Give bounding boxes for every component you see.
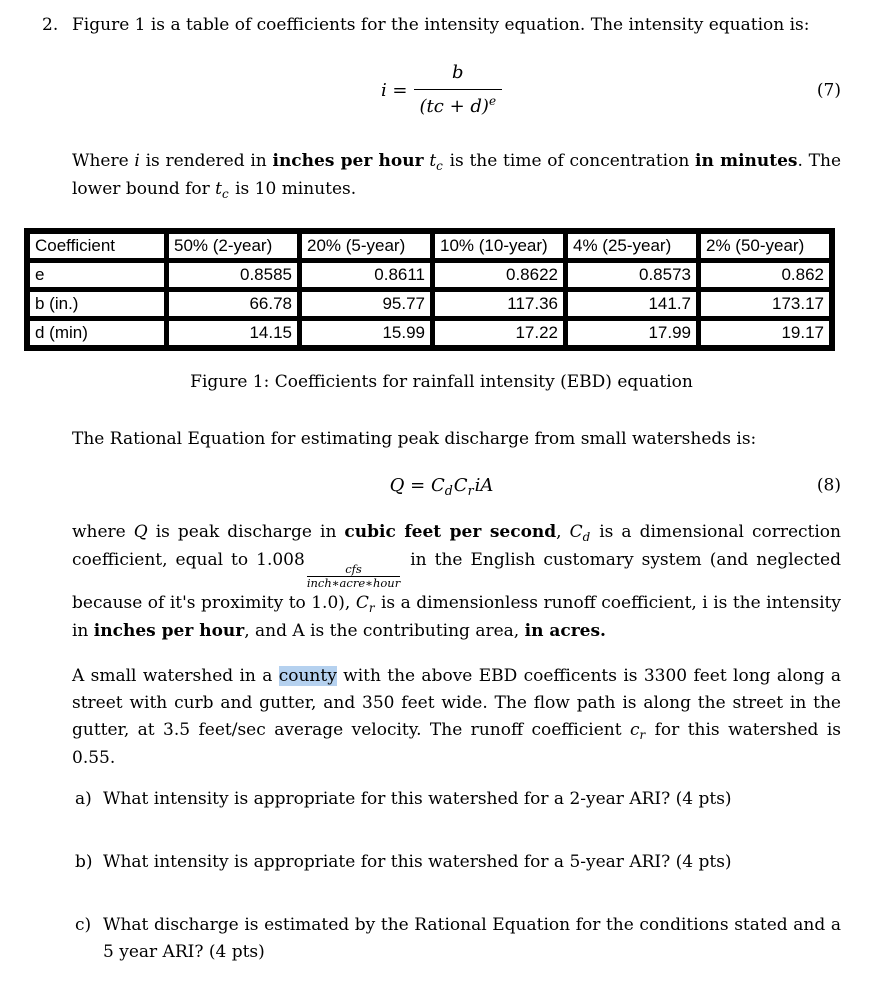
cell-value: 0.8585 xyxy=(168,262,298,288)
question-a-text: What intensity is appropriate for this watershed for a 2-year ARI? (4 pts) xyxy=(103,789,732,810)
cell-value: 17.99 xyxy=(567,320,697,346)
where-i-paragraph: Where i is rendered in inches per hour $t_c$ is the time of concentration in minutes. The lower bound for $t_c$ is 10 minutes. xyxy=(72,151,842,201)
cell-value: 19.17 xyxy=(700,320,830,346)
cell-value: 66.78 xyxy=(168,291,298,317)
row-label: d (min) xyxy=(29,320,165,346)
problem-number: 2. xyxy=(42,15,59,35)
cell-value: 15.99 xyxy=(301,320,431,346)
watershed-paragraph: A small watershed in a county with the above EBD coefficents is 3300 feet long along a street with curb and gutter, and 350 feet wide. The flow path is along the street in the gutter, at 3.5 feet/sec average velocity. The runoff coefficient $c_r$ for this watershed is 0.55. xyxy=(72,666,841,769)
where-q-paragraph: where Q is peak discharge in cubic feet per second, $C_d$ is a dimensional correction coefficient, equal to 1.008 $\frac{\text{cfs}}{\text{inch∗acre∗hour}}$ in the English customary system (and neglected because of it's proximity to 1.0), $C_r$ is a dimensionless runoff coefficient, i is the intensity in inches per hour, and A is the contributing area, in acres. xyxy=(72,522,841,642)
equation-7-exponent: e xyxy=(488,94,497,108)
equation-7-lhs: i = xyxy=(380,80,408,101)
col-header-coefficient: Coefficient xyxy=(29,233,165,259)
question-c-label: c) xyxy=(75,915,92,936)
cell-value: 17.22 xyxy=(434,320,564,346)
row-label: e xyxy=(29,262,165,288)
question-a xyxy=(75,786,841,813)
table-row-e xyxy=(29,262,830,288)
row-label: b (in.) xyxy=(29,291,165,317)
cell-value: 117.36 xyxy=(434,291,564,317)
selection-highlight: county xyxy=(278,666,337,687)
cell-value: 0.8622 xyxy=(434,262,564,288)
equation-8-number: (8) xyxy=(816,475,841,496)
cell-value: 0.8611 xyxy=(301,262,431,288)
problem-intro xyxy=(42,12,841,39)
question-c-text: What discharge is estimated by the Rational Equation for the conditions stated and a 5 year ARI? (4 pts) xyxy=(103,915,841,963)
col-header-2yr: 50% (2-year) xyxy=(168,233,298,259)
equation-7-fraction xyxy=(414,59,503,122)
question-b xyxy=(75,849,841,876)
equation-7-denominator: (tc + d)$^e$ xyxy=(414,89,503,122)
question-c xyxy=(75,912,841,966)
inline-fraction: $\frac{\text{cfs}}{\text{inch∗acre∗hour}}$ xyxy=(306,562,401,591)
question-a-label: a) xyxy=(75,789,92,810)
equation-7 xyxy=(42,59,841,122)
table-header-row xyxy=(29,233,830,259)
equation-8-body: $Q = C_dC_riA$ xyxy=(389,475,494,499)
cell-value: 141.7 xyxy=(567,291,697,317)
equation-8 xyxy=(42,471,841,501)
table-row-b xyxy=(29,291,830,317)
problem-intro-text: Figure 1 is a table of coefficients for the intensity equation. The intensity equation is: xyxy=(72,15,810,35)
col-header-5yr: 20% (5-year) xyxy=(301,233,431,259)
cell-value: 14.15 xyxy=(168,320,298,346)
cell-value: 0.862 xyxy=(700,262,830,288)
equation-7-number: (7) xyxy=(816,80,841,100)
col-header-50yr: 2% (50-year) xyxy=(700,233,830,259)
coefficients-table xyxy=(24,228,835,351)
col-header-10yr: 10% (10-year) xyxy=(434,233,564,259)
cell-value: 0.8573 xyxy=(567,262,697,288)
question-b-label: b) xyxy=(75,852,93,873)
table-row-d xyxy=(29,320,830,346)
figure-caption: Figure 1: Coefficients for rainfall intensity (EBD) equation xyxy=(190,372,693,392)
col-header-25yr: 4% (25-year) xyxy=(567,233,697,259)
rational-intro-paragraph: The Rational Equation for estimating peak discharge from small watersheds is: xyxy=(72,429,757,449)
cell-value: 173.17 xyxy=(700,291,830,317)
question-b-text: What intensity is appropriate for this watershed for a 5-year ARI? (4 pts) xyxy=(103,852,732,873)
equation-7-numerator: b xyxy=(452,62,464,83)
cell-value: 95.77 xyxy=(301,291,431,317)
